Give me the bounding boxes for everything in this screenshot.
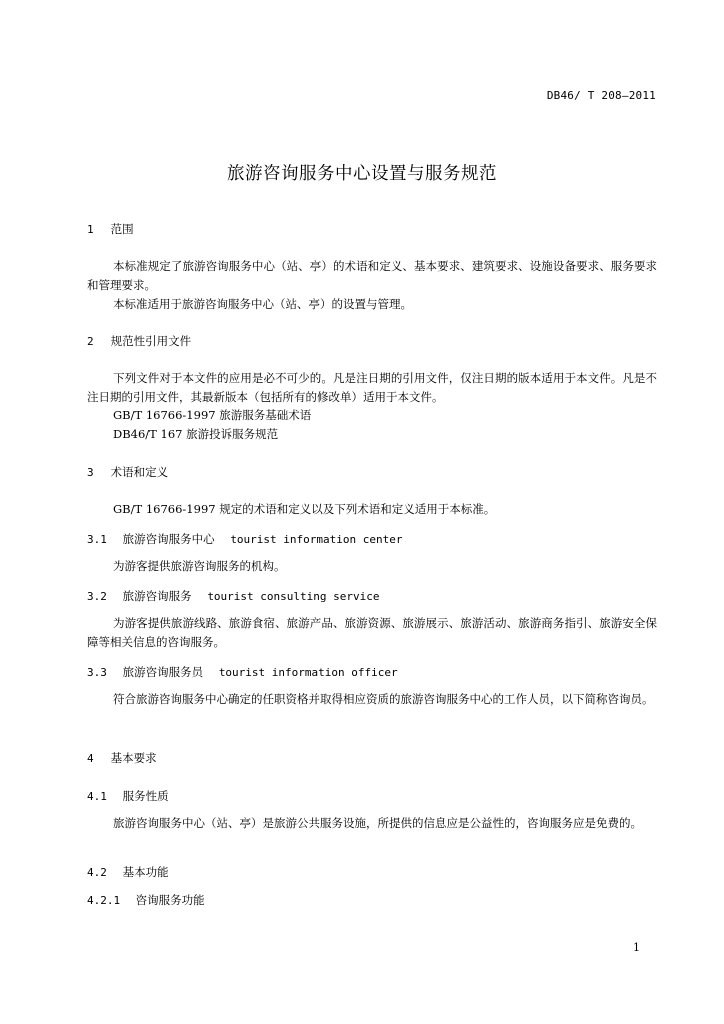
- term-english: tourist information center: [230, 533, 403, 546]
- section-number: 4.1: [87, 790, 107, 803]
- section-title: 范围: [110, 222, 134, 236]
- term-title: 旅游咨询服务中心: [122, 532, 215, 546]
- section-1-heading: [87, 221, 134, 237]
- term-title: 旅游咨询服务: [122, 589, 192, 603]
- section-number: 1: [87, 223, 94, 236]
- section-3-1-heading: [87, 531, 403, 547]
- section-number: 3.1: [87, 533, 107, 546]
- page-number: 1: [633, 941, 640, 954]
- section-title: 规范性引用文件: [110, 334, 192, 348]
- section-1-paragraph-1: 本标准规定了旅游咨询服务中心（站、亭）的术语和定义、基本要求、建筑要求、设施设备要求、服务要求和管理要求。: [87, 259, 657, 292]
- section-number: 3.2: [87, 590, 107, 603]
- normative-reference-1: GB/T 16766-1997 旅游服务基础术语: [113, 408, 312, 422]
- section-2-paragraph-1: 下列文件对于本文件的应用是必不可少的。凡是注日期的引用文件，仅注日期的版本适用于本文件。凡是不注日期的引用文件，其最新版本（包括所有的修改单）适用于本文件。: [87, 371, 657, 404]
- standard-code: DB46/ T 208—2011: [546, 89, 656, 102]
- section-4-2-heading: [87, 864, 169, 880]
- section-title: 术语和定义: [110, 465, 169, 479]
- section-number: 3: [87, 466, 94, 479]
- section-title: 服务性质: [122, 789, 169, 803]
- section-number: 4.2: [87, 866, 107, 879]
- section-title: 咨询服务功能: [135, 893, 205, 907]
- section-3-3-heading: [87, 664, 398, 680]
- term-title: 旅游咨询服务员: [122, 665, 204, 679]
- term-3-3-definition: 符合旅游咨询服务中心确定的任职资格并取得相应资质的旅游咨询服务中心的工作人员，以下简称咨询员。: [113, 692, 654, 706]
- section-3-heading: [87, 464, 168, 480]
- section-4-1-paragraph: 旅游咨询服务中心（站、亭）是旅游公共服务设施，所提供的信息应是公益性的，咨询服务应是免费的。: [113, 816, 642, 830]
- section-4-1-heading: [87, 788, 169, 804]
- section-title: 基本要求: [110, 751, 157, 765]
- section-3-paragraph-1: GB/T 16766-1997 规定的术语和定义以及下列术语和定义适用于本标准。: [113, 502, 496, 516]
- normative-reference-2: DB46/T 167 旅游投诉服务规范: [113, 427, 279, 441]
- term-3-2-definition: 为游客提供旅游线路、旅游食宿、旅游产品、旅游资源、旅游展示、旅游活动、旅游商务指引、旅游安全保障等相关信息的咨询服务。: [87, 616, 657, 649]
- term-3-1-definition: 为游客提供旅游咨询服务的机构。: [113, 559, 286, 573]
- section-number: 2: [87, 335, 94, 348]
- section-title: 基本功能: [122, 865, 169, 879]
- section-number: 4.2.1: [87, 894, 121, 907]
- section-number: 4: [87, 752, 94, 765]
- term-english: tourist consulting service: [207, 590, 380, 603]
- section-number: 3.3: [87, 666, 107, 679]
- section-2-heading: [87, 333, 191, 349]
- term-english: tourist information officer: [218, 666, 398, 679]
- section-3-2-heading: [87, 588, 380, 604]
- section-1-paragraph-2: 本标准适用于旅游咨询服务中心（站、亭）的设置与管理。: [113, 297, 412, 311]
- section-4-2-1-heading: [87, 892, 205, 908]
- document-title: 旅游咨询服务中心设置与服务规范: [227, 164, 497, 184]
- section-4-heading: [87, 750, 157, 766]
